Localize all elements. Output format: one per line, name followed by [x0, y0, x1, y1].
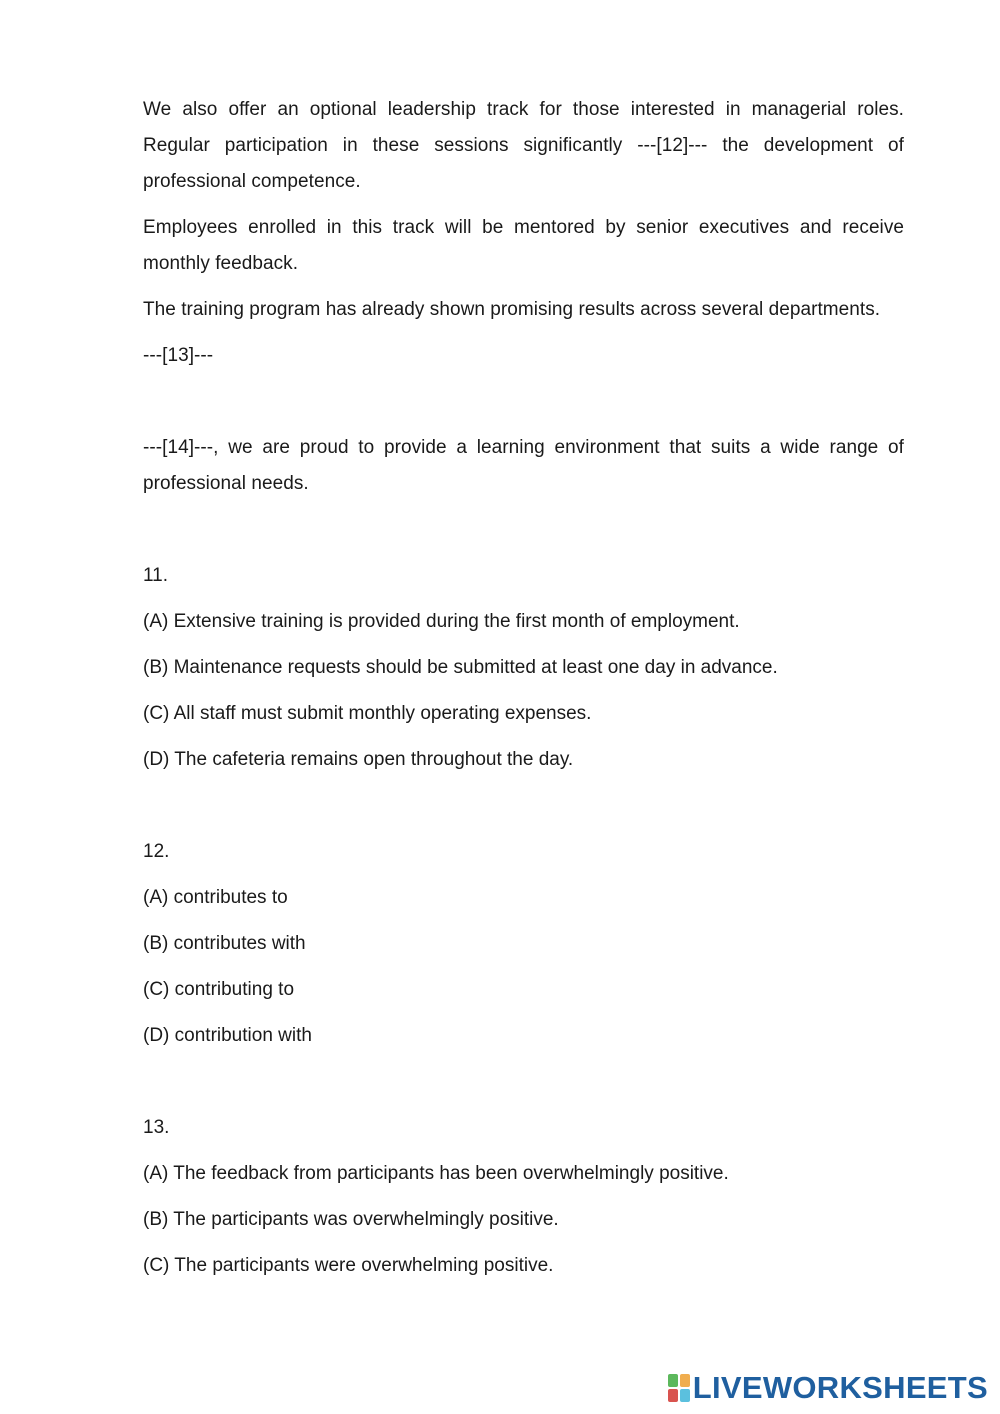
logo-square-red — [668, 1389, 678, 1402]
blank-13-marker: ---[13]--- — [143, 345, 214, 366]
question-number: 11. — [143, 565, 169, 586]
option-a[interactable]: (A) Extensive training is provided during the first month of employment. — [143, 611, 740, 632]
worksheet-page — [143, 92, 904, 1340]
passage-paragraph: The training program has already shown promising results across several departments. — [143, 299, 881, 320]
option-b[interactable]: (B) contributes with — [143, 933, 306, 954]
liveworksheets-brand — [668, 1372, 988, 1403]
option-d[interactable]: (D) contribution with — [143, 1025, 312, 1046]
logo-square-blue — [680, 1389, 690, 1402]
option-a[interactable]: (A) contributes to — [143, 887, 288, 908]
liveworksheets-logo-icon — [668, 1374, 690, 1402]
brand-text: LIVEWORKSHEETS — [692, 1370, 988, 1405]
option-c[interactable]: (C) The participants were overwhelming positive. — [143, 1255, 554, 1276]
option-c[interactable]: (C) contributing to — [143, 979, 295, 1000]
logo-square-orange — [680, 1374, 690, 1387]
passage-paragraph: ---[14]---, we are proud to provide a learning environment that suits a wide range of professional needs. — [143, 437, 904, 494]
question-13 — [143, 1110, 904, 1284]
option-a[interactable]: (A) The feedback from participants has been overwhelmingly positive. — [143, 1163, 729, 1184]
passage-paragraph: We also offer an optional leadership track for those interested in managerial roles. Regular participation in these sessions significantly ---[12]--- the development of professional competence. — [143, 99, 904, 192]
passage-paragraph: Employees enrolled in this track will be mentored by senior executives and receive monthly feedback. — [143, 217, 904, 274]
option-c[interactable]: (C) All staff must submit monthly operating expenses. — [143, 703, 592, 724]
question-number: 13. — [143, 1117, 170, 1138]
question-number: 12. — [143, 841, 170, 862]
logo-square-green — [668, 1374, 678, 1387]
question-11 — [143, 558, 904, 778]
question-12 — [143, 834, 904, 1054]
option-d[interactable]: (D) The cafeteria remains open throughout the day. — [143, 749, 574, 770]
option-b[interactable]: (B) The participants was overwhelmingly positive. — [143, 1209, 559, 1230]
option-b[interactable]: (B) Maintenance requests should be submitted at least one day in advance. — [143, 657, 778, 678]
